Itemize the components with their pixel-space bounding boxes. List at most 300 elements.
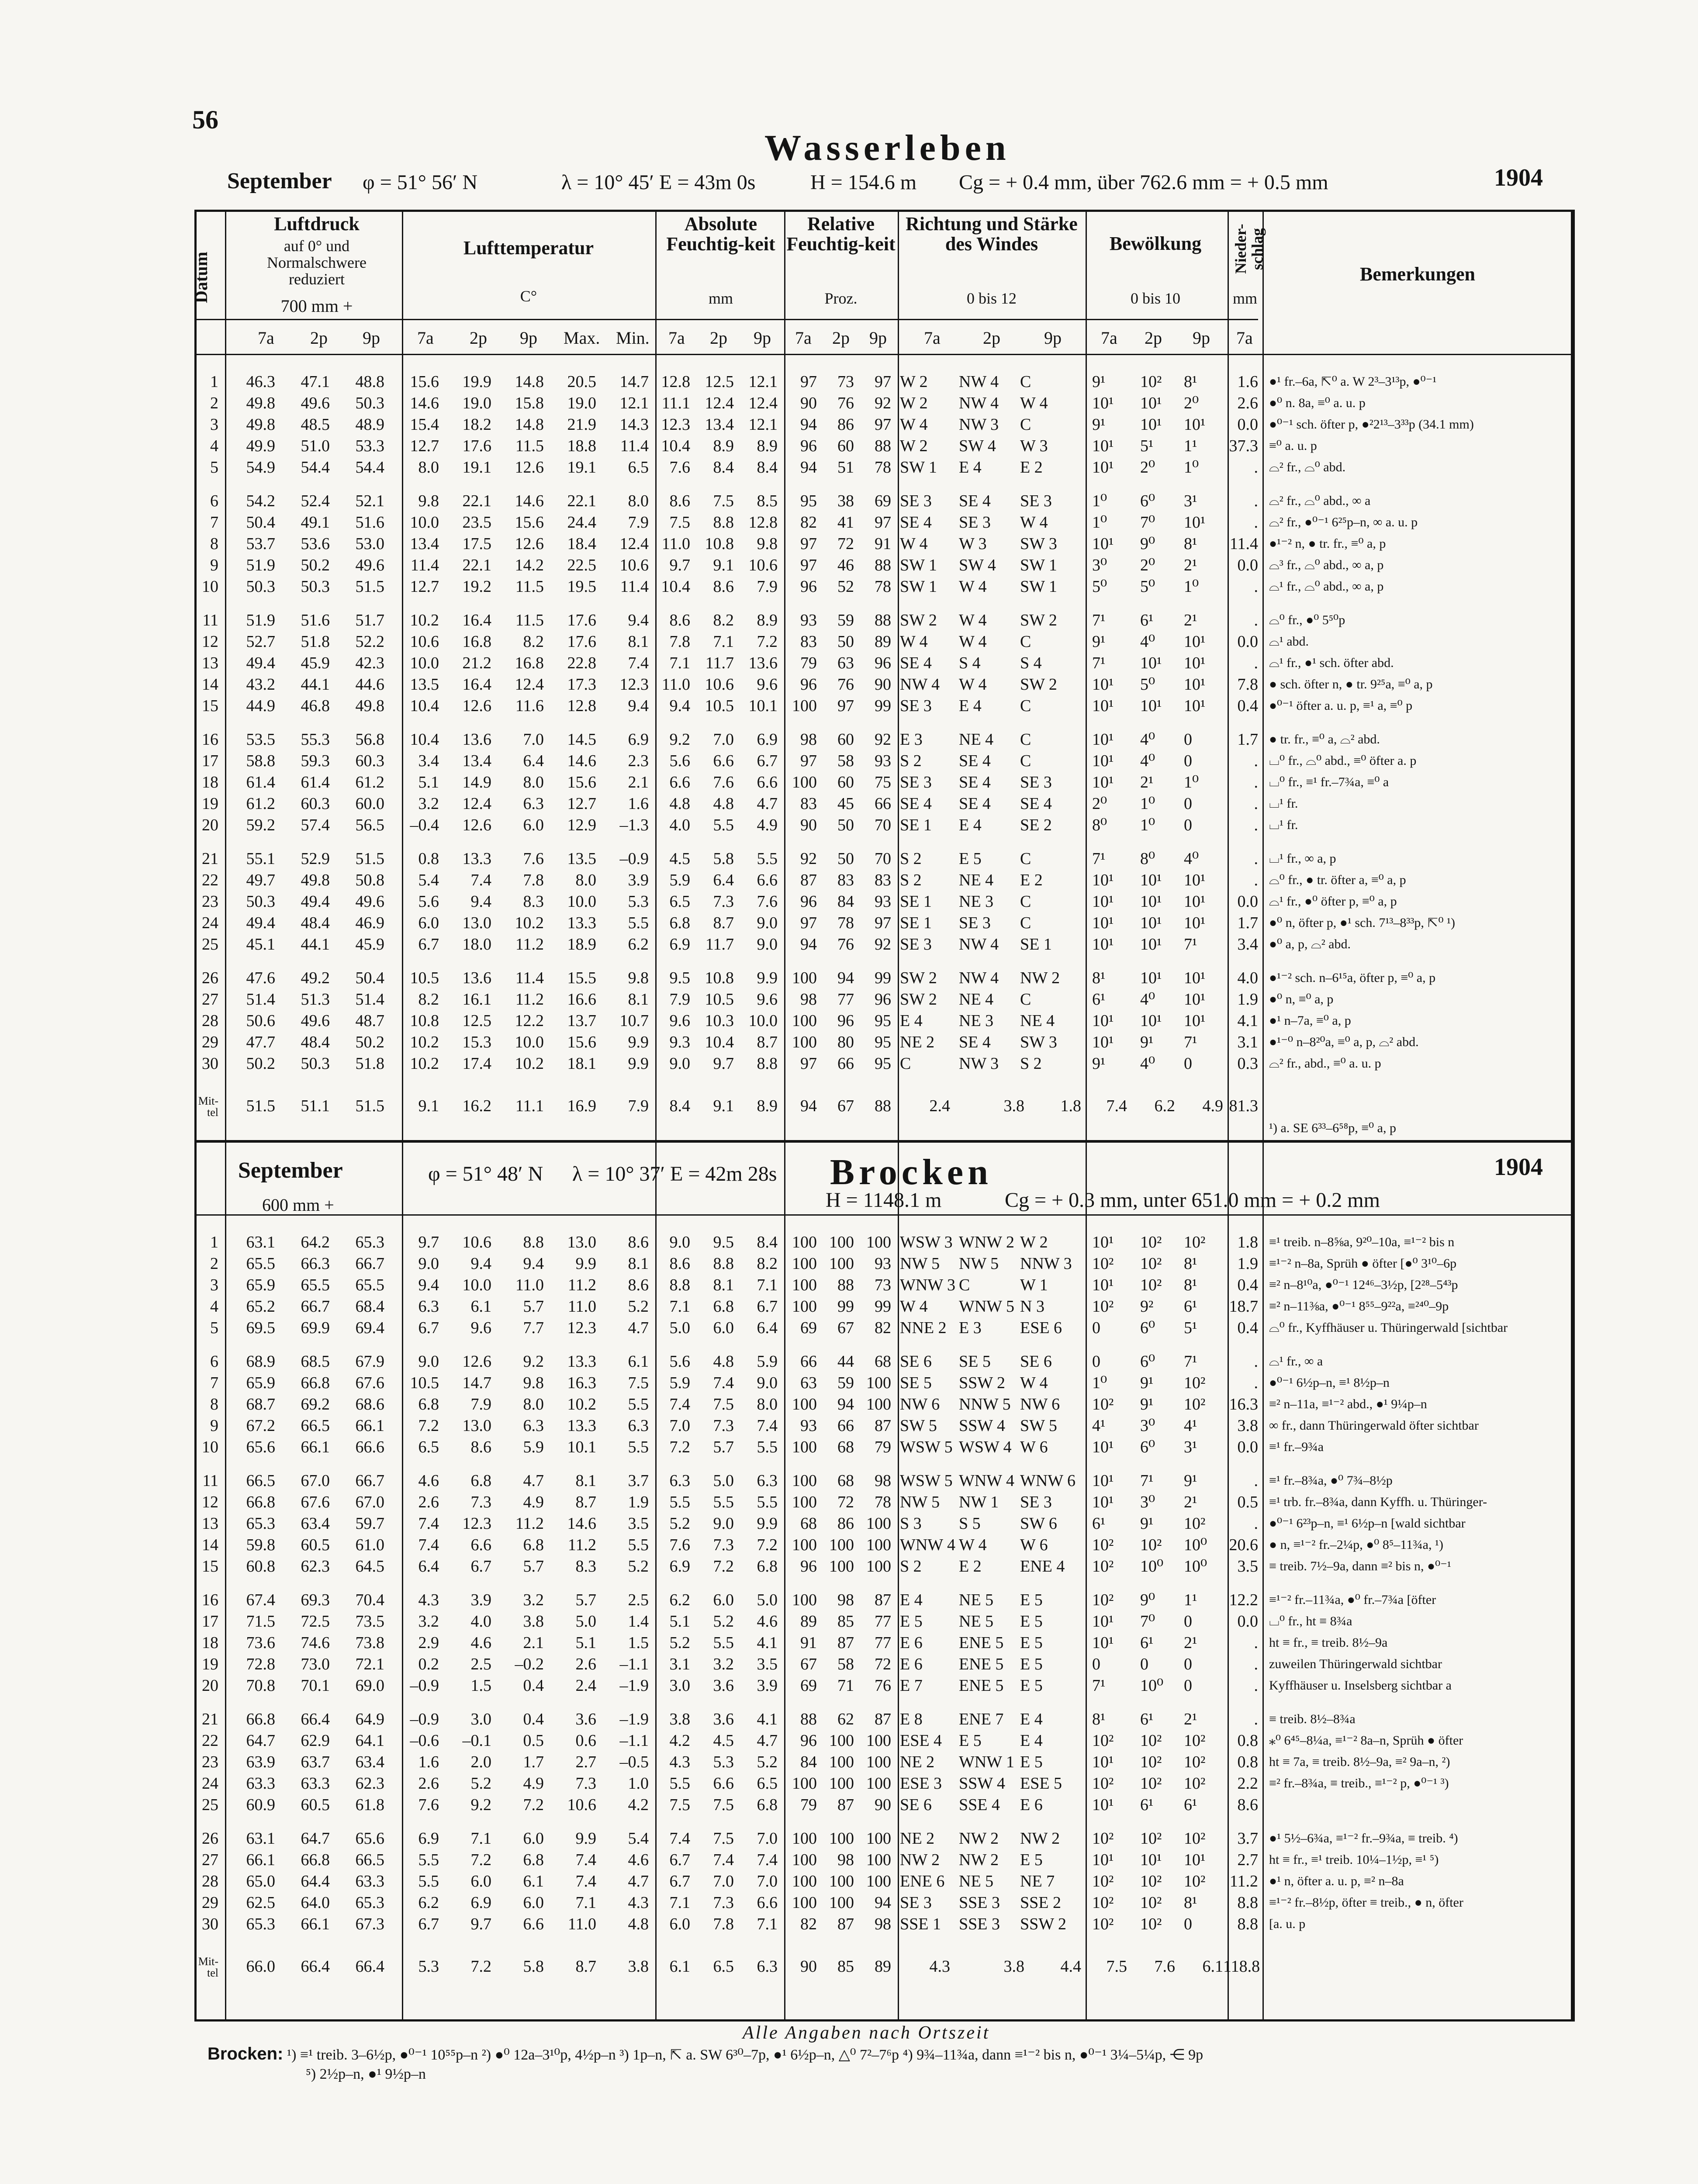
wasserleben-cell: SE 4 — [959, 492, 991, 510]
brocken-cell: NNW 5 — [959, 1395, 1011, 1413]
brocken-mittel-cell: 6.5 — [713, 1957, 734, 1976]
brocken-cell: 5.5 — [628, 1536, 649, 1554]
brocken-cell: 8.1 — [575, 1472, 596, 1490]
wasserleben-cell: 13.7 — [567, 1012, 596, 1030]
brocken-cell: 5.5 — [757, 1438, 778, 1456]
brocken-cell: 64.4 — [301, 1872, 330, 1890]
brocken-cell: 6.7 — [669, 1851, 690, 1869]
wasserleben-cell: 5.5 — [628, 914, 649, 932]
wasserleben-cell: 63 — [837, 654, 854, 672]
wasserleben-cell: SW 1 — [900, 556, 937, 574]
brocken-cell: 10⁰ — [1140, 1676, 1164, 1695]
wasserleben-cell: 9⁰ — [1140, 535, 1155, 553]
wasserleben-cell: 5⁰ — [1140, 577, 1155, 596]
label-7a-p: 7a — [258, 328, 274, 348]
brocken-cell: . — [1254, 1676, 1258, 1695]
brocken-cell: 7.3 — [713, 1417, 734, 1435]
wasserleben-cell: 6.4 — [713, 871, 734, 889]
brocken-cell: 73 — [875, 1276, 891, 1294]
brocken-cell: 10² — [1184, 1753, 1206, 1771]
wasserleben-cell: 10¹ — [1184, 892, 1206, 911]
brocken-cell: 0.2 — [418, 1655, 439, 1673]
wasserleben-cell: 9¹ — [1092, 632, 1106, 651]
col-header-datum: Datum — [191, 252, 211, 303]
wasserleben-remark: ⌓¹ abd. — [1269, 634, 1309, 649]
wasserleben-cell: 15.3 — [462, 1033, 491, 1051]
wasserleben-cell: 9.4 — [628, 697, 649, 715]
brocken-cell: NE 5 — [959, 1612, 994, 1631]
wasserleben-cell: 51.9 — [246, 611, 275, 629]
brocken-cell: 100 — [792, 1493, 817, 1511]
wasserleben-cell: 8.5 — [757, 492, 778, 510]
wasserleben-mittel-cell: 8.9 — [757, 1097, 778, 1115]
wasserleben-cell: 4.1 — [1237, 1012, 1258, 1030]
wasserleben-cell: 16.6 — [567, 990, 596, 1009]
wasserleben-cell: 56.5 — [355, 816, 384, 834]
wasserleben-cell: 11.4 — [515, 969, 544, 987]
wasserleben-cell: 52.9 — [301, 850, 330, 868]
brocken-mittel-cell: 6.1 — [1202, 1957, 1223, 1976]
wasserleben-cell: 3 — [210, 415, 218, 434]
brocken-cell: 7.4 — [713, 1374, 734, 1392]
wasserleben-cell: 2.3 — [628, 752, 649, 770]
wasserleben-cell: 12.6 — [462, 697, 491, 715]
wasserleben-cell: 46.8 — [301, 697, 330, 715]
brocken-mittel-cell: 4.3 — [929, 1957, 950, 1976]
wasserleben-cell: 9¹ — [1092, 373, 1106, 391]
wasserleben-cell: 8.6 — [713, 577, 734, 596]
wasserleben-cell: NE 2 — [900, 1033, 935, 1051]
wasserleben-cell: 49.9 — [246, 437, 275, 455]
wasserleben-cell: NE 4 — [1020, 1012, 1055, 1030]
wasserleben-cell: 14.8 — [515, 415, 544, 434]
wasserleben-cell: 9¹ — [1092, 415, 1106, 434]
brocken-cell: SSE 3 — [959, 1915, 1000, 1933]
wasserleben-cell: 10.2 — [410, 611, 439, 629]
brocken-cell: 3.8 — [1237, 1417, 1258, 1435]
wasserleben-cell: 2⁰ — [1092, 795, 1107, 813]
brocken-cell: 15 — [202, 1557, 218, 1576]
brocken-cell: 11.2 — [567, 1276, 596, 1294]
brocken-cell: 23 — [202, 1753, 218, 1771]
brocken-cell: 9.7 — [418, 1233, 439, 1251]
brocken-cell: 68.5 — [301, 1352, 330, 1371]
wasserleben-cell: 10.6 — [619, 556, 649, 574]
brocken-cell: 10² — [1140, 1276, 1162, 1294]
wasserleben-cell: S 4 — [959, 654, 981, 672]
brocken-cell: 66.1 — [246, 1851, 275, 1869]
brocken-cell: 79 — [800, 1796, 817, 1814]
brocken-mittel-cell: 3.8 — [628, 1957, 649, 1976]
wasserleben-cell: 97 — [837, 697, 854, 715]
wasserleben-cell: 9.5 — [669, 969, 690, 987]
brocken-mittel-cell: 66.0 — [246, 1957, 275, 1976]
wasserleben-cell: SW 1 — [900, 458, 937, 477]
label-7a-b: 7a — [1101, 328, 1117, 348]
brocken-cell: 7.1 — [575, 1894, 596, 1912]
wasserleben-cell: 92 — [875, 730, 891, 749]
brocken-cell: –0.9 — [410, 1710, 439, 1728]
brocken-cell: 66 — [800, 1352, 817, 1371]
brocken-cell: 5.5 — [669, 1774, 690, 1793]
brocken-cell: –1.1 — [619, 1655, 649, 1673]
brocken-cell: 10² — [1140, 1774, 1162, 1793]
wasserleben-cell: 97 — [800, 373, 817, 391]
wasserleben-cell: 49.6 — [355, 892, 384, 911]
wasserleben-cell: 8¹ — [1184, 535, 1197, 553]
wasserleben-cell: 10¹ — [1092, 697, 1114, 715]
wasserleben-cell: 7¹ — [1184, 935, 1197, 954]
wasserleben-cell: 8¹ — [1092, 969, 1106, 987]
wasserleben-cell: 49.8 — [246, 415, 275, 434]
brocken-cell: 4.7 — [757, 1731, 778, 1750]
brocken-cell: 6.3 — [418, 1297, 439, 1316]
wasserleben-cell: 4.0 — [669, 816, 690, 834]
wasserleben-cell: 14.5 — [567, 730, 596, 749]
brocken-cell: 7.0 — [757, 1829, 778, 1848]
brocken-cell: 100 — [792, 1774, 817, 1793]
brocken-cell: ESE 6 — [1020, 1319, 1062, 1337]
wasserleben-cell: 6.9 — [628, 730, 649, 749]
brocken-cell: 0.4 — [1237, 1276, 1258, 1294]
wasserleben-cell: 11.4 — [620, 437, 649, 455]
brocken-cell: 13.3 — [567, 1417, 596, 1435]
wasserleben-cell: 13.3 — [567, 914, 596, 932]
brocken-cell: 3.8 — [523, 1612, 544, 1631]
brocken-cell: 65.9 — [246, 1374, 275, 1392]
brocken-cell: E 8 — [900, 1710, 923, 1728]
wasserleben-cell: 44.1 — [301, 935, 330, 954]
wasserleben-cell: 50 — [837, 816, 854, 834]
brocken-table-row — [0, 1709, 1698, 1730]
wasserleben-cell: 54.4 — [355, 458, 384, 477]
wasserleben-remark: ⌓¹ fr., ⌓⁰ abd., ∞ a, p — [1269, 579, 1384, 594]
brocken-remark: zuweilen Thüringerwald sichtbar — [1269, 1657, 1442, 1671]
wasserleben-cell: 8.1 — [628, 632, 649, 651]
brocken-cell: NW 1 — [959, 1493, 999, 1511]
brocken-cell: 10² — [1092, 1297, 1114, 1316]
wasserleben-cell: 5.6 — [418, 892, 439, 911]
brocken-cell: 7¹ — [1140, 1472, 1154, 1490]
wasserleben-cell: 10¹ — [1092, 752, 1114, 770]
brocken-cell: NW 5 — [900, 1493, 940, 1511]
wasserleben-cell: . — [1254, 611, 1258, 629]
wasserleben-cell: 8 — [210, 535, 218, 553]
brocken-cell: 44 — [837, 1352, 854, 1371]
wasserleben-cell: 57.4 — [301, 816, 330, 834]
wasserleben-cell: 12.6 — [462, 816, 491, 834]
brocken-cell: E 5 — [1020, 1655, 1043, 1673]
wasserleben-cell: 10.8 — [705, 535, 734, 553]
wasserleben-cell: 17.6 — [462, 437, 491, 455]
brocken-cell: 10² — [1184, 1774, 1206, 1793]
brocken-cell: 4.3 — [628, 1894, 649, 1912]
brocken-cell: 64.7 — [301, 1829, 330, 1848]
brocken-cell: 5.5 — [628, 1395, 649, 1413]
wasserleben-cell: 97 — [875, 914, 891, 932]
brocken-cell: 68 — [800, 1514, 817, 1533]
brocken-cell: 8.8 — [523, 1233, 544, 1251]
brocken-cell: 100 — [792, 1233, 817, 1251]
wasserleben-cell: 8.0 — [628, 492, 649, 510]
wasserleben-cell: 6.6 — [669, 773, 690, 791]
wasserleben-cell: 15.6 — [567, 1033, 596, 1051]
wasserleben-cell: 9.1 — [713, 556, 734, 574]
wasserleben-cell: 10.2 — [515, 914, 544, 932]
wasserleben-cell: 50.3 — [355, 394, 384, 412]
brocken-cell: 70.1 — [301, 1676, 330, 1695]
wasserleben-cell: 75 — [875, 773, 891, 791]
wasserleben-cell: 11.4 — [1229, 535, 1258, 553]
brocken-title: Brocken — [830, 1152, 993, 1192]
brocken-cell: 3.0 — [470, 1710, 491, 1728]
brocken-cell: 5.5 — [757, 1493, 778, 1511]
brocken-remark: [a. u. p — [1269, 1917, 1306, 1931]
wasserleben-cell: NE 3 — [959, 1012, 994, 1030]
wasserleben-cell: 16.4 — [462, 675, 491, 694]
wasserleben-cell: 16 — [202, 730, 218, 749]
brocken-cell: 9.9 — [575, 1254, 596, 1273]
wasserleben-title: Wasserleben — [764, 128, 1010, 168]
wasserleben-cell: 18.4 — [567, 535, 596, 553]
wasserleben-cell: 5.5 — [757, 850, 778, 868]
brocken-cell: 29 — [202, 1894, 218, 1912]
wasserleben-cell: NW 4 — [959, 935, 999, 954]
brocken-cell: SW 6 — [1020, 1514, 1057, 1533]
brocken-table-row — [0, 1752, 1698, 1773]
brocken-table-row — [0, 1730, 1698, 1751]
brocken-cell: 6.5 — [418, 1438, 439, 1456]
wasserleben-cell: 10¹ — [1092, 535, 1114, 553]
brocken-cell: 9.9 — [575, 1829, 596, 1848]
brocken-cell: 13.0 — [567, 1233, 596, 1251]
brocken-cell: 9.8 — [523, 1374, 544, 1392]
wasserleben-cell: 1⁰ — [1092, 513, 1107, 532]
brocken-remark: ≡¹ fr.–8¾a, ●⁰ 7¾–8½p — [1269, 1473, 1393, 1488]
wasserleben-cell: S 2 — [900, 871, 922, 889]
wasserleben-cell: 8.7 — [713, 914, 734, 932]
wasserleben-cell: 9 — [210, 556, 218, 574]
wasserleben-cell: 10¹ — [1184, 513, 1206, 532]
wasserleben-cell: 51 — [837, 458, 854, 477]
wasserleben-cell: 72 — [837, 535, 854, 553]
brocken-cell: 10² — [1184, 1731, 1206, 1750]
wasserleben-remark: ⌓² fr., abd., ≡⁰ a. u. p — [1269, 1056, 1381, 1071]
wasserleben-cell: 9.8 — [757, 535, 778, 553]
wasserleben-cell: 0.3 — [1237, 1054, 1258, 1073]
brocken-cell: 93 — [800, 1417, 817, 1435]
brocken-cell: 60.9 — [246, 1796, 275, 1814]
wasserleben-cell: 8.2 — [523, 632, 544, 651]
brocken-cell: 10² — [1092, 1915, 1114, 1933]
brocken-table-row — [0, 1773, 1698, 1794]
wasserleben-remark: ⌓¹ fr., ●⁰ öfter p, ≡⁰ a, p — [1269, 894, 1397, 909]
brocken-cell: 100 — [792, 1872, 817, 1890]
wasserleben-cell: 1 — [210, 373, 218, 391]
brocken-cell: 68 — [875, 1352, 891, 1371]
wasserleben-cell: SE 4 — [900, 513, 932, 532]
brocken-cell: 8.8 — [669, 1276, 690, 1294]
wasserleben-cell: 1.7 — [1237, 914, 1258, 932]
wasserleben-cell: 3⁰ — [1092, 556, 1107, 574]
brocken-table-row — [0, 1470, 1698, 1491]
brocken-remark: ≡¹⁻² fr.–8½p, öfter ≡ treib., ● n, öfter — [1269, 1895, 1463, 1910]
brocken-cell: ENE 6 — [900, 1872, 945, 1890]
brocken-cell: 65.9 — [246, 1276, 275, 1294]
brocken-cell: 18.7 — [1229, 1297, 1258, 1316]
brocken-mittel-cell: 3.8 — [1003, 1957, 1024, 1976]
wasserleben-cell: 17.4 — [462, 1054, 491, 1073]
brocken-cell: –1.1 — [619, 1731, 649, 1750]
brocken-cell: 10.6 — [462, 1233, 491, 1251]
brocken-mittel-cell: 85 — [837, 1957, 854, 1976]
wasserleben-cell: 3.1 — [1237, 1033, 1258, 1051]
brocken-cell: 100 — [792, 1276, 817, 1294]
brocken-cell: 10⁰ — [1184, 1536, 1207, 1554]
wasserleben-cell: 4⁰ — [1184, 850, 1199, 868]
col-header-bew: Bewölkung — [1109, 233, 1202, 254]
brocken-cell: 62 — [837, 1710, 854, 1728]
wasserleben-cell: 12.4 — [619, 535, 649, 553]
wasserleben-cell: SW 2 — [1020, 675, 1057, 694]
wasserleben-cell: SW 1 — [900, 577, 937, 596]
wasserleben-cell: SE 4 — [1020, 795, 1052, 813]
wasserleben-cell: 47.1 — [301, 373, 330, 391]
brocken-cell: 69.5 — [246, 1319, 275, 1337]
brocken-cell: 100 — [829, 1536, 854, 1554]
brocken-cell: 93 — [875, 1254, 891, 1273]
brocken-cell: 84 — [800, 1753, 817, 1771]
wasserleben-cell: 7.8 — [669, 632, 690, 651]
brocken-cell: 7.4 — [418, 1514, 439, 1533]
brocken-cell: 4.6 — [628, 1851, 649, 1869]
wasserleben-cell: 5.4 — [418, 871, 439, 889]
wasserleben-cell: 96 — [800, 892, 817, 911]
wasserleben-cell: 8.9 — [713, 437, 734, 455]
brocken-cell: 9.2 — [470, 1796, 491, 1814]
brocken-cell: 4.1 — [757, 1634, 778, 1652]
wasserleben-cell: 50.3 — [246, 892, 275, 911]
wasserleben-cell: 93 — [875, 892, 891, 911]
brocken-cell: 3.0 — [669, 1676, 690, 1695]
brocken-cell: 3.6 — [713, 1676, 734, 1695]
brocken-cell: 7.1 — [470, 1829, 491, 1848]
brocken-cell: 11.0 — [515, 1276, 544, 1294]
brocken-cell: 4.9 — [523, 1493, 544, 1511]
brocken-cell: E 6 — [1020, 1796, 1043, 1814]
wasserleben-cell: 5.3 — [628, 892, 649, 911]
brocken-cell: 65.3 — [246, 1514, 275, 1533]
wasserleben-cell: NE 4 — [959, 871, 994, 889]
brocken-cell: 10² — [1092, 1254, 1114, 1273]
brocken-cell: 4.3 — [418, 1591, 439, 1609]
brocken-cell: E 6 — [900, 1634, 923, 1652]
brocken-cell: 65.3 — [246, 1915, 275, 1933]
brocken-cell: E 5 — [1020, 1612, 1043, 1631]
brocken-remark: ● n, ≡¹⁻² fr.–2¼p, ●⁰ 8⁵–11¾a, ¹) — [1269, 1538, 1443, 1552]
brocken-cell: NE 2 — [900, 1829, 935, 1848]
brocken-remark: ∞ fr., dann Thüringerwald öfter sichtbar — [1269, 1418, 1479, 1433]
wasserleben-cell: 1⁰ — [1184, 577, 1199, 596]
wasserleben-mittel-cell: 67 — [837, 1097, 854, 1115]
brocken-cell: 66.3 — [301, 1254, 330, 1273]
brocken-remark: ≡² fr.–8¾a, ≡ treib., ≡¹⁻² p, ●⁰⁻¹ ³) — [1269, 1776, 1449, 1790]
wasserleben-cell: 50.4 — [355, 969, 384, 987]
brocken-cell: 7.5 — [713, 1796, 734, 1814]
wasserleben-cell: 19.0 — [462, 394, 491, 412]
brocken-cell: 7 — [210, 1374, 218, 1392]
brocken-cell: 7.6 — [418, 1796, 439, 1814]
wasserleben-cell: 16.1 — [462, 990, 491, 1009]
wasserleben-cell: 51.8 — [301, 632, 330, 651]
brocken-cell: 6 — [210, 1352, 218, 1371]
wasserleben-cell: 12.2 — [515, 1012, 544, 1030]
wasserleben-cell: 10¹ — [1092, 914, 1114, 932]
brocken-cell: 8.8 — [1237, 1915, 1258, 1933]
wasserleben-cell: 10.5 — [705, 697, 734, 715]
brocken-remark: ≡ treib. 8½–8¾a — [1269, 1712, 1356, 1726]
brocken-cell: 6¹ — [1140, 1710, 1154, 1728]
brocken-cell: 4.2 — [628, 1796, 649, 1814]
col-header-wind: Richtung und Stärke des Windes — [906, 213, 1078, 255]
wasserleben-cell: SE 3 — [959, 914, 991, 932]
wasserleben-cell: 6.4 — [523, 752, 544, 770]
brocken-cell: 10² — [1092, 1591, 1114, 1609]
wasserleben-cell: S 2 — [900, 850, 922, 868]
brocken-cell: W 4 — [1020, 1374, 1048, 1392]
brocken-cell: 2.6 — [575, 1655, 596, 1673]
wasserleben-cell: 14.8 — [515, 373, 544, 391]
brocken-cell: 2.1 — [523, 1634, 544, 1652]
wasserleben-cell: 10.3 — [705, 1012, 734, 1030]
wasserleben-cell: 7.0 — [713, 730, 734, 749]
brocken-cell: 5.2 — [713, 1612, 734, 1631]
brocken-cell: 63.9 — [246, 1753, 275, 1771]
brocken-cell: 100 — [792, 1536, 817, 1554]
brocken-cell: 68.9 — [246, 1352, 275, 1371]
brocken-cell: 67.6 — [355, 1374, 384, 1392]
wasserleben-cell: 60 — [837, 437, 854, 455]
wasserleben-cell: 8.2 — [713, 611, 734, 629]
brocken-cell: 2.5 — [628, 1591, 649, 1609]
brocken-cell: 66.8 — [246, 1493, 275, 1511]
wasserleben-cell: NE 4 — [959, 990, 994, 1009]
wasserleben-cell: SW 1 — [1020, 556, 1057, 574]
brocken-cell: 67 — [837, 1319, 854, 1337]
brocken-cell: 2.7 — [1237, 1851, 1258, 1869]
wasserleben-cell: 18.8 — [567, 437, 596, 455]
wasserleben-cell: 14.7 — [619, 373, 649, 391]
wasserleben-cell: 18.9 — [567, 935, 596, 954]
wasserleben-cell: 96 — [837, 1012, 854, 1030]
wasserleben-cell: 61.2 — [246, 795, 275, 813]
brocken-cell: 4.9 — [523, 1774, 544, 1793]
brocken-cell: 65.3 — [355, 1233, 384, 1251]
wasserleben-cell: 29 — [202, 1033, 218, 1051]
wasserleben-cell: 22.1 — [462, 492, 491, 510]
brocken-cell: 2¹ — [1184, 1493, 1197, 1511]
wasserleben-cell: SW 2 — [900, 990, 937, 1009]
brocken-cell: 9.6 — [470, 1319, 491, 1337]
wasserleben-cell: 12.7 — [567, 795, 596, 813]
wasserleben-cell: 48.4 — [301, 1033, 330, 1051]
wind-unit: 0 bis 12 — [966, 290, 1017, 307]
wasserleben-cell: 10.6 — [410, 632, 439, 651]
brocken-cell: 6.8 — [757, 1557, 778, 1576]
col-header-rel: Relative Feuchtig-keit — [786, 213, 896, 255]
wasserleben-cell: 97 — [800, 535, 817, 553]
wasserleben-cell: 4 — [210, 437, 218, 455]
